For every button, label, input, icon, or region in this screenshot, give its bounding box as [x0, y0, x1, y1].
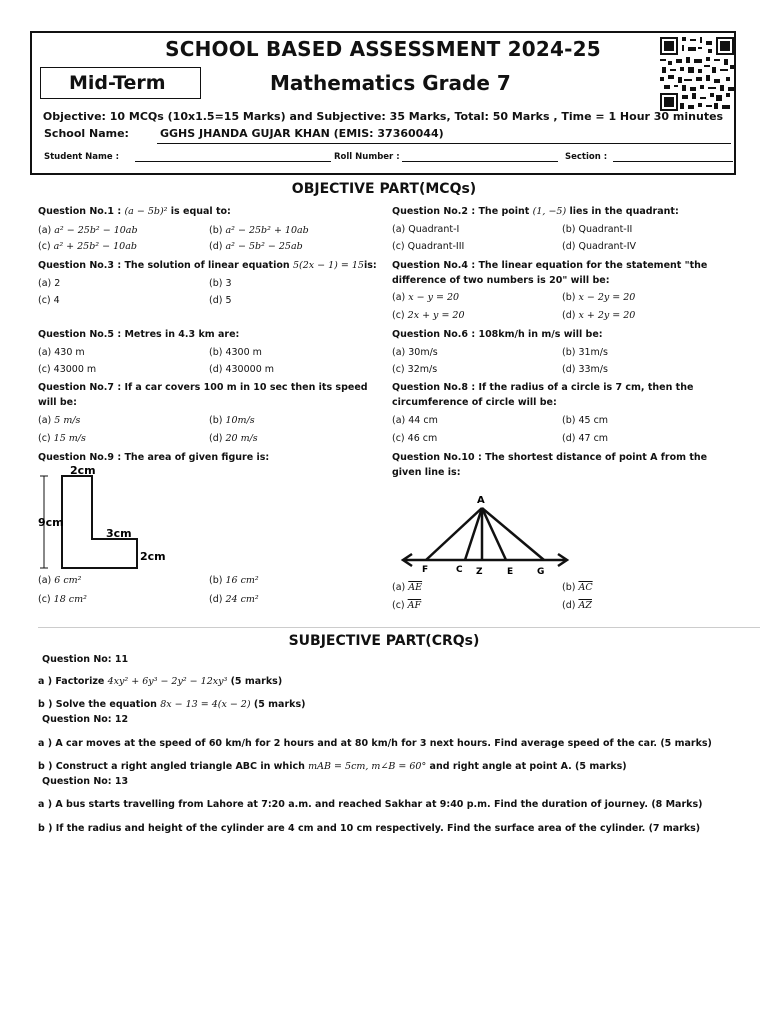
school-name-underline: [157, 143, 731, 144]
question-5-option-a[interactable]: (a) 430 m: [38, 347, 85, 358]
question-5-option-d[interactable]: (d) 430000 m: [209, 364, 275, 375]
question-8: Question No.8 : If the radius of a circle is 7 cm, then the circumference of circle will be:: [392, 382, 694, 408]
section-label: Section :: [565, 152, 608, 162]
question-2-math: (1, −5): [532, 206, 567, 217]
question-9-option-c[interactable]: (c) 18 cm²: [38, 594, 87, 605]
question-10-option-b[interactable]: (b) $\overline{AC}$: [562, 582, 593, 593]
objective-section-title: OBJECTIVE PART(MCQs): [291, 181, 477, 197]
question-6-option-a[interactable]: (a) 30m/s: [392, 347, 438, 358]
question-7-option-c[interactable]: (c) 15 m/s: [38, 433, 86, 444]
question-10-option-c[interactable]: (c) $\overline{AF}$: [392, 600, 422, 611]
question-9-option-a[interactable]: (a) 6 cm²: [38, 575, 82, 586]
question-9-option-d[interactable]: (d) 24 cm²: [209, 594, 259, 605]
question-10-option-d[interactable]: (d) $\overline{AZ}$: [562, 600, 592, 611]
question-8-option-d[interactable]: (d) 47 cm: [562, 433, 609, 444]
question-4-option-d[interactable]: (d) x + 2y = 20: [562, 310, 636, 321]
question-3-option-a[interactable]: (a) 2: [38, 278, 61, 289]
l-shape-right-label: 2cm: [140, 550, 166, 563]
exam-subject: Mathematics Grade 7: [270, 71, 511, 95]
question-8-option-c[interactable]: (c) 46 cm: [392, 433, 438, 444]
question-1-option-d[interactable]: (d) a² − 5b² − 25ab: [209, 241, 303, 252]
point-z-label: Z: [476, 567, 483, 577]
question-6: Question No.6 : 108km/h in m/s will be:: [392, 329, 603, 340]
student-name-field[interactable]: [135, 161, 331, 162]
header-box: [30, 31, 736, 175]
question-13-b: b ) If the radius and height of the cylinder are 4 cm and 10 cm respectively. Find the surface area of the cylinder. (7 marks): [38, 823, 701, 834]
point-line-figure: [398, 488, 573, 578]
question-3: Question No.3 : The solution of linear equation 5(2x − 1) = 15is:: [38, 260, 377, 271]
question-7-option-d[interactable]: (d) 20 m/s: [209, 433, 258, 444]
question-5: Question No.5 : Metres in 4.3 km are:: [38, 329, 240, 340]
question-8-option-b[interactable]: (b) 45 cm: [562, 415, 609, 426]
question-3-option-d[interactable]: (d) 5: [209, 295, 232, 306]
question-2-option-a[interactable]: (a) Quadrant-I: [392, 224, 460, 235]
question-11-heading: Question No: 11: [42, 654, 129, 665]
question-4-option-c[interactable]: (c) 2x + y = 20: [392, 310, 465, 321]
roll-number-field[interactable]: [402, 161, 558, 162]
question-2-option-d[interactable]: (d) Quadrant-IV: [562, 241, 637, 252]
question-1-math: (a − 5b)²: [124, 206, 168, 217]
question-5-option-b[interactable]: (b) 4300 m: [209, 347, 262, 358]
point-g-label: G: [537, 567, 545, 577]
question-12-heading: Question No: 12: [42, 714, 129, 725]
objective-summary: Objective: 10 MCQs (10x1.5=15 Marks) and Subjective: 35 Marks, Total: 50 Marks , Time = 1 Hour 30 minutes: [42, 110, 724, 123]
question-13-heading: Question No: 13: [42, 776, 129, 787]
question-2-option-b[interactable]: (b) Quadrant-II: [562, 224, 633, 235]
school-name-label: School Name:: [44, 127, 129, 140]
question-8-option-a[interactable]: (a) 44 cm: [392, 415, 438, 426]
question-7: Question No.7 : If a car covers 100 m in 10 sec then its speed will be:: [38, 382, 368, 408]
student-name-label: Student Name :: [44, 152, 119, 162]
question-3-option-b[interactable]: (b) 3: [209, 278, 232, 289]
point-a-label: A: [477, 495, 485, 506]
question-2-option-c[interactable]: (c) Quadrant-III: [392, 241, 465, 252]
question-3-option-c[interactable]: (c) 4: [38, 295, 60, 306]
question-10-option-a[interactable]: (a) $\overline{AE}$: [392, 582, 423, 593]
question-13-a: a ) A bus starts travelling from Lahore at 7:20 a.m. and reached Sakhar at 9:40 p.m. Find the duration of journey. (8 Marks): [38, 799, 703, 810]
question-4-option-a[interactable]: (a) x − y = 20: [392, 292, 460, 303]
point-f-label: F: [422, 565, 429, 575]
point-c-label: C: [456, 565, 463, 575]
question-9-option-b[interactable]: (b) 16 cm²: [209, 575, 259, 586]
question-4-option-b[interactable]: (b) x − 2y = 20: [562, 292, 636, 303]
l-shape-step-label: 3cm: [106, 527, 132, 540]
subjective-section-title: SUBJECTIVE PART(CRQs): [288, 633, 480, 649]
school-name-value: GGHS JHANDA GUJAR KHAN (EMIS: 37360044): [160, 127, 444, 140]
question-1-option-a[interactable]: (a) a² − 25b² − 10ab: [38, 225, 138, 236]
question-6-option-b[interactable]: (b) 31m/s: [562, 347, 608, 358]
question-11-b: b ) Solve the equation 8x − 13 = 4(x − 2) (5 marks): [38, 699, 306, 710]
question-6-option-c[interactable]: (c) 32m/s: [392, 364, 438, 375]
question-1-option-b[interactable]: (b) a² − 25b² + 10ab: [209, 225, 309, 236]
question-7-option-b[interactable]: (b) 10m/s: [209, 415, 255, 426]
question-4: Question No.4 : The linear equation for the statement "the difference of two numbers is 20" will be:: [392, 260, 708, 286]
question-3-math: 5(2x − 1) = 15: [292, 260, 364, 271]
question-2: Question No.2 : The point (1, −5) lies in the quadrant:: [392, 206, 679, 217]
question-7-option-a[interactable]: (a) 5 m/s: [38, 415, 81, 426]
point-e-label: E: [507, 567, 514, 577]
l-shape-top-label: 2cm: [70, 464, 96, 477]
exam-title: SCHOOL BASED ASSESSMENT 2024-25: [165, 37, 601, 61]
question-12-a: a ) A car moves at the speed of 60 km/h for 2 hours and at 80 km/h for 3 next hours. Find average speed of the car. (5 marks): [38, 738, 712, 749]
question-6-option-d[interactable]: (d) 33m/s: [562, 364, 608, 375]
question-1-option-c[interactable]: (c) a² + 25b² − 10ab: [38, 241, 137, 252]
question-11-a: a ) Factorize 4xy² + 6y³ − 2y² − 12xy³ (5 marks): [38, 676, 283, 687]
l-shape-left-label: 9cm: [38, 516, 64, 529]
roll-number-label: Roll Number :: [334, 152, 400, 162]
term-badge: Mid-Term: [40, 67, 201, 99]
qr-code-icon: [660, 37, 734, 111]
question-1: Question No.1 : (a − 5b)² is equal to:: [38, 206, 231, 217]
question-12-b: b ) Construct a right angled triangle ABC in which mAB = 5cm, m∠B = 60° and right angle at point A. (5 marks): [38, 761, 627, 772]
question-5-option-c[interactable]: (c) 43000 m: [38, 364, 97, 375]
section-field[interactable]: [613, 161, 733, 162]
question-9: Question No.9 : The area of given figure is:: [38, 452, 270, 463]
l-shape-figure: [36, 462, 176, 577]
question-10: Question No.10 : The shortest distance of point A from the given line is:: [392, 452, 708, 478]
section-divider: [38, 627, 760, 628]
